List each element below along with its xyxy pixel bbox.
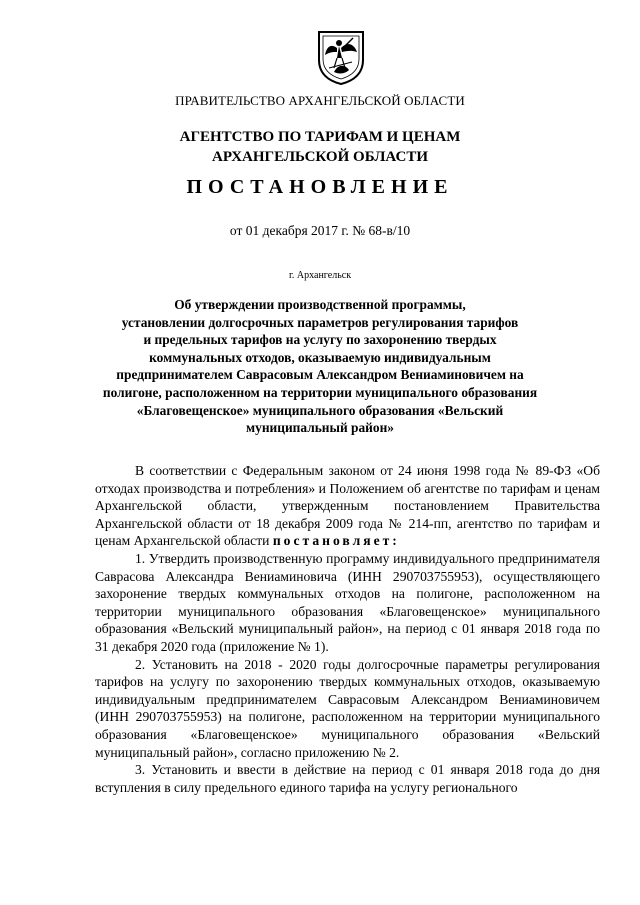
coat-of-arms-emblem [315,28,367,86]
government-name: ПРАВИТЕЛЬСТВО АРХАНГЕЛЬСКОЙ ОБЛАСТИ [175,93,465,108]
document-title [90,296,550,437]
item-paragraph-1: 1. Утвердить производственную программу индивидуального предпринимателя Саврасова Александра Вениаминовича (ИНН 290703755953), осуществляющего захоронение твердых коммунальных отходов на полигоне, расположенном на территории муниципального образования «Благовещенское» муниципального образования «Вельский муниципальный район», на период с 01 января 2018 года по 31 декабря 2020 года (приложение № 1). [95,550,600,654]
agency-name [0,127,640,167]
title-line: установлении долгосрочных параметров регулирования тарифов [121,314,519,330]
document-type: ПОСТАНОВЛЕНИЕ [186,176,454,198]
title-line: и предельных тарифов на услугу по захоронению твердых [143,332,497,348]
title-line: коммунальных отходов, оказываемую индивидуальным [149,349,491,365]
agency-name-line2: АРХАНГЕЛЬСКОЙ ОБЛАСТИ [212,149,428,165]
title-line: муниципальный район» [246,420,394,436]
document-date-number: от 01 декабря 2017 г. № 68-в/10 [229,223,411,238]
item-paragraph-2: 2. Установить на 2018 - 2020 годы долгосрочные параметры регулирования тарифов на услугу по захоронению твердых коммунальных отходов, оказываемую индивидуальным предпринимателем Саврасовым Александром Вениаминовичем (ИНН 290703755953) на полигоне, расположенном на территории муниципального образования «Благовещенское» муниципального образования «Вельский муниципальный район», согласно приложению № 2. [95,656,600,760]
document-city: г. Архангельск [288,270,352,281]
agency-name-line1: АГЕНТСТВО ПО ТАРИФАМ И ЦЕНАМ [179,129,461,145]
item-paragraph-3: 3. Установить и ввести в действие на период с 01 января 2018 года до дня вступления в силу предельного единого тарифа на услугу регионального [95,762,600,795]
title-line: полигоне, расположенном на территории муниципального образования [102,384,538,400]
document-body [95,462,600,796]
title-line: «Благовещенское» муниципального образования «Вельский [136,402,504,418]
title-line: предпринимателем Саврасовым Александром Вениаминовичем на [116,367,524,383]
decree-word: постановляет: [272,533,400,549]
intro-text: В соответствии с Федеральным законом от 24 июня 1998 года № 89-ФЗ «Об отходах производства и потребления» и Положением об агентстве по тарифам и ценам Архангельской области, утвержденным постановлением Правительства Архангельской области от 18 декабря 2009 года № 214-пп, агентство по тарифам и ценам Архангельской области [95,463,600,549]
intro-paragraph [95,462,600,550]
title-line: Об утверждении производственной программы, [174,297,466,312]
